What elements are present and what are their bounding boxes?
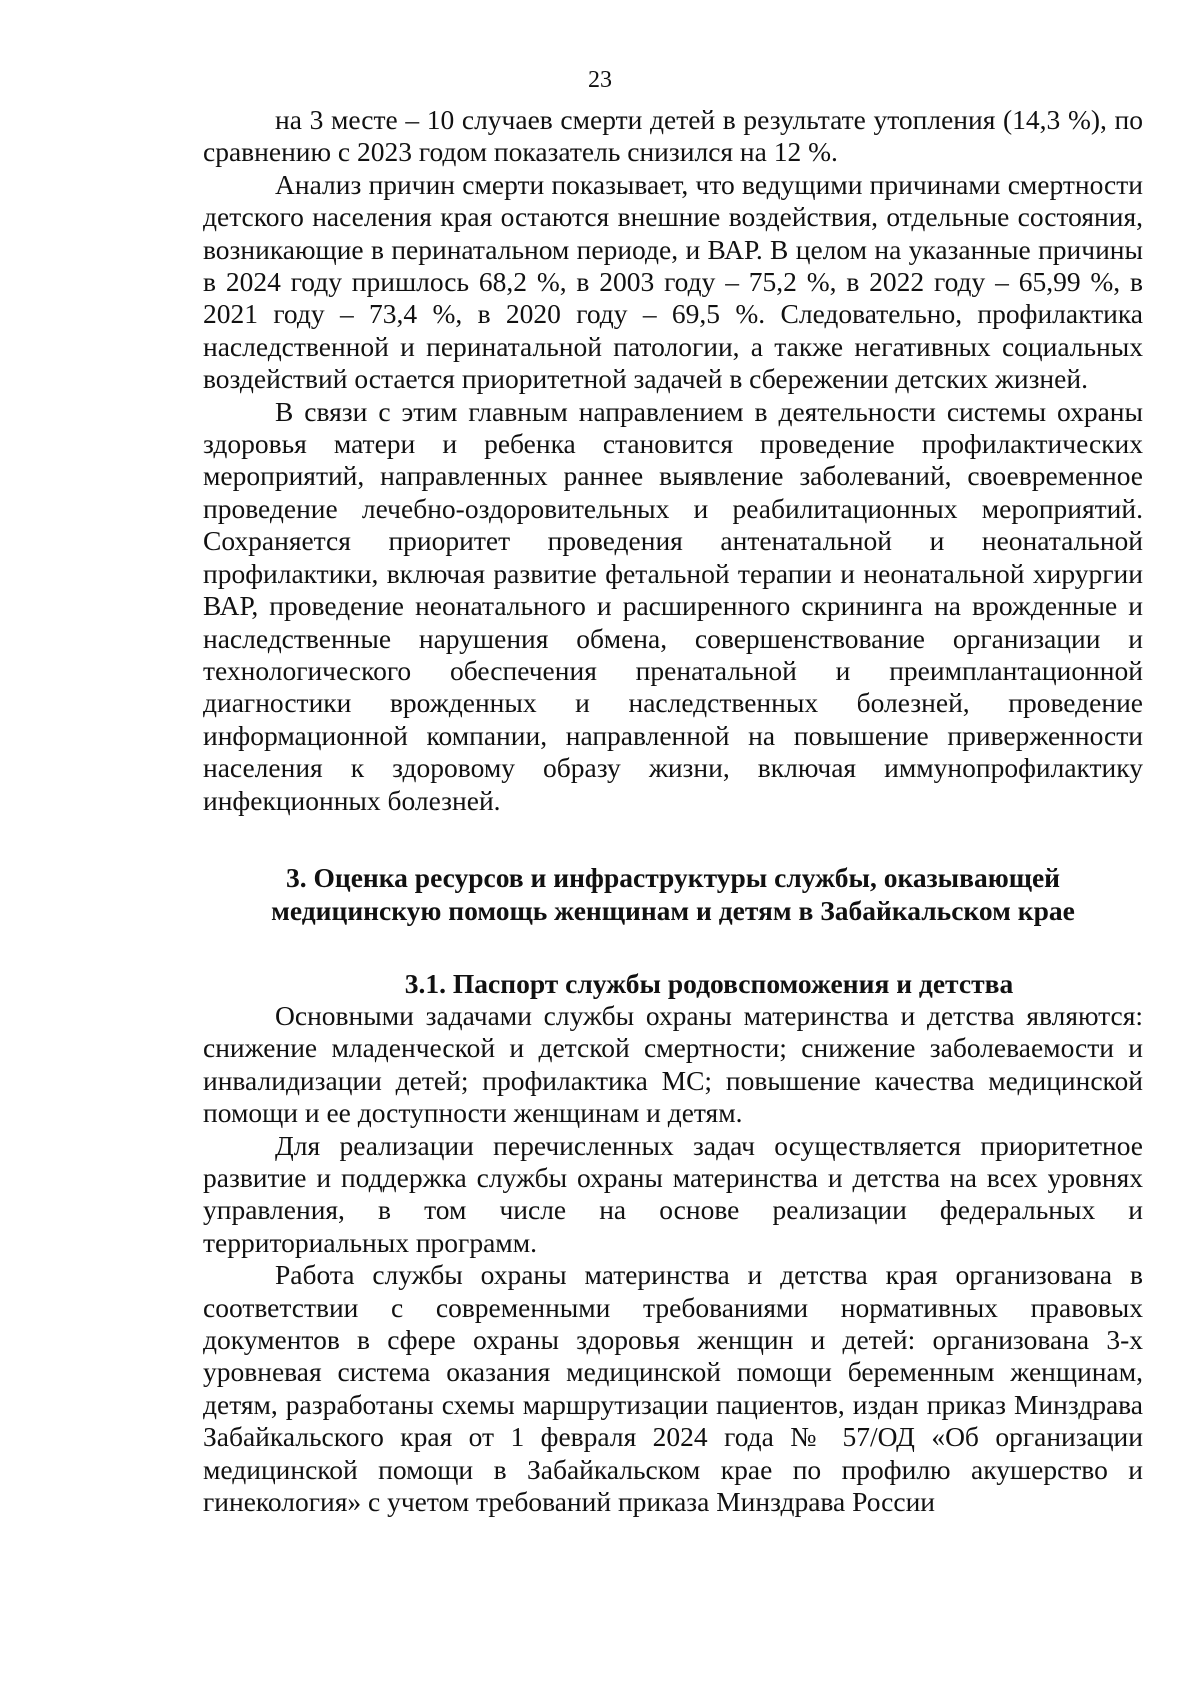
document-body	[203, 104, 1143, 1518]
paragraph-service-organization: Работа службы охраны материнства и детства края организована в соответствии с современными требованиями нормативных правовых документов в сфере охраны здоровья женщин и детей: организована 3-х уровневая система оказания медицинской помощи беременным женщинам, детям, разработаны схемы маршрутизации пациентов, издан приказ Минздрава Забайкальского края от 1 февраля 2024 года № 57/ОД «Об организации медицинской помощи в Забайкальском крае по профилю акушерство и гинекология» с учетом требований приказа Минздрава России	[203, 1259, 1143, 1518]
page-number: 23	[588, 67, 612, 93]
subsection-heading-3-1: 3.1. Паспорт службы родовспоможения и детства	[404, 967, 1014, 999]
paragraph-service-development: Для реализации перечисленных задач осуществляется приоритетное развитие и поддержка службы охраны материнства и детства на всех уровнях управления, в том числе на основе реализации федеральных и территориальных программ.	[203, 1129, 1143, 1258]
paragraph-drowning-statistics: на 3 месте – 10 случаев смерти детей в результате утопления (14,3 %), по сравнению с 2023 годом показатель снизился на 12 %.	[203, 104, 1143, 168]
paragraph-prevention-priorities: В связи с этим главным направлением в деятельности системы охраны здоровья матери и ребенка становится проведение профилактических мероприятий, направленных раннее выявление заболеваний, своевременное проведение лечебно-оздоровительных и реабилитационных мероприятий. Сохраняется приоритет проведения антенатальной и неонатальной профилактики, включая развитие фетальной терапии и неонатальной хирургии ВАР, проведение неонатального и расширенного скрининга на врожденные и наследственные нарушения обмена, совершенствование организации и технологического обеспечения пренатальной и преимплантационной диагностики врожденных и наследственных болезней, проведение информационной компании, направленной на повышение приверженности населения к здоровому образу жизни, включая иммунопрофилактику инфекционных болезней.	[203, 395, 1143, 816]
paragraph-death-causes-analysis: Анализ причин смерти показывает, что ведущими причинами смертности детского населения края остаются внешние воздействия, отдельные состояния, возникающие в перинатальном периоде, и ВАР. В целом на указанные причины в 2024 году пришлось 68,2 %, в 2003 году – 75,2 %, в 2022 году – 65,99 %, в 2021 году – 73,4 %, в 2020 году – 69,5 %. Следовательно, профилактика наследственной и перинатальной патологии, а также негативных социальных воздействий остается приоритетной задачей в сбережении детских жизней.	[203, 168, 1143, 395]
section-heading-line-1: 3. Оценка ресурсов и инфраструктуры службы, оказывающей	[285, 861, 1061, 893]
section-heading-line-2: медицинскую помощь женщинам и детям в Забайкальском крае	[271, 894, 1075, 926]
section-heading-3	[203, 861, 1143, 927]
paragraph-service-tasks: Основными задачами службы охраны материнства и детства являются: снижение младенческой и детской смертности; снижение заболеваемости и инвалидизации детей; профилактика МС; повышение качества медицинской помощи и ее доступности женщинам и детям.	[203, 999, 1143, 1129]
